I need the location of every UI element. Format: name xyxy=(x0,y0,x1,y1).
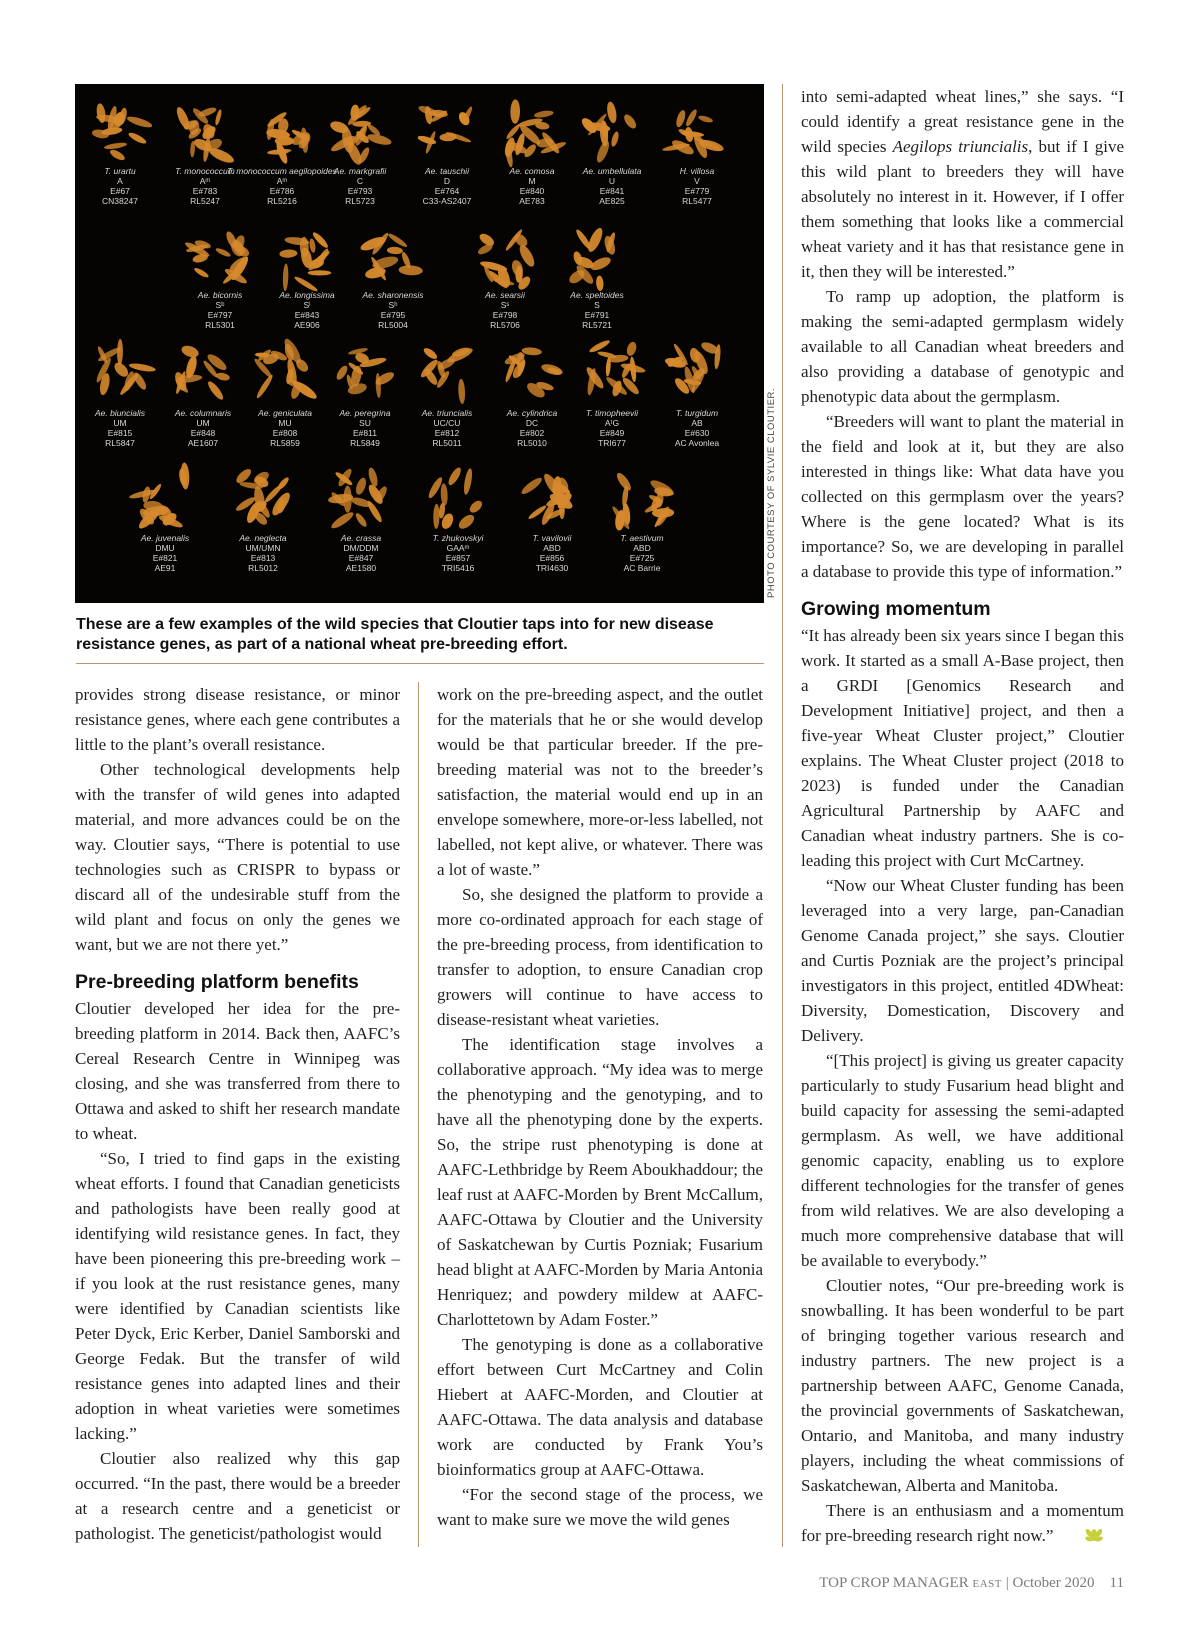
sample-label-text: DC xyxy=(525,418,539,428)
sample-label-text: T. turgidum xyxy=(675,408,719,418)
sample-label-text: SU xyxy=(359,418,371,428)
sample-label-text: DMU xyxy=(155,543,175,553)
seed-cluster xyxy=(253,337,319,402)
photo-credit: PHOTO COURTESY OF SYLVIE CLOUTIER. xyxy=(766,387,777,598)
sample-label-text: Ae. triuncialis xyxy=(421,408,473,418)
sample-label-text: Ae. crassa xyxy=(340,533,382,543)
sample-label-text: Sˢ xyxy=(500,300,510,310)
seed-cluster xyxy=(664,340,721,396)
sample-label-text: E#764 xyxy=(434,186,460,196)
sample-label-text: E#797 xyxy=(207,310,233,320)
sample-label-text: RL5859 xyxy=(270,438,300,448)
seed-cluster xyxy=(174,105,235,165)
sample-label-text: Ae. umbellulata xyxy=(582,166,642,176)
sample-label-text: Ae. juvenalis xyxy=(140,533,190,543)
magazine-edition: EAST xyxy=(972,1578,1002,1590)
seed-cluster xyxy=(503,99,567,167)
sample-label-text: E#840 xyxy=(519,186,545,196)
seed-cluster xyxy=(427,466,485,532)
sample-label-text: E#802 xyxy=(519,428,545,438)
seed-cluster xyxy=(91,103,153,162)
sample-label-text: Ae. sharonensis xyxy=(362,290,424,300)
sample-label-text: C xyxy=(356,176,364,186)
footer-separator: | xyxy=(1005,1575,1009,1591)
sample-label-text: ABD xyxy=(543,543,561,553)
sample-label-text: Ae. cylindrica xyxy=(506,408,558,418)
seed-cluster xyxy=(266,110,313,165)
sample-label-text: H. villosa xyxy=(679,166,715,176)
paragraph: Cloutier also realized why this gap occurred. “In the past, there would be a breeder at a research centre and a geneticist or pathologist. The geneticist/pathologist would xyxy=(75,1449,400,1543)
sample-label-text: RL5011 xyxy=(432,438,462,448)
paragraph-text: There is an enthusiasm and a momentum for pre-breeding research right now.” xyxy=(801,1501,1124,1545)
sample-label-text: RL5012 xyxy=(248,563,278,573)
magazine-name: TOP CROP MANAGER xyxy=(819,1575,969,1591)
sample-label-text: E#843 xyxy=(294,310,320,320)
section-heading: Pre-breeding platform benefits xyxy=(75,971,359,993)
sample-label-text: E#847 xyxy=(348,553,374,563)
paragraph: provides strong disease resistance, or minor resistance genes, where each gene contributes a little to the plant’s overall resistance. xyxy=(75,685,400,754)
caption-divider xyxy=(76,663,764,664)
sample-label-text: ABD xyxy=(633,543,651,553)
sample-label-text: E#808 xyxy=(272,428,298,438)
seed-samples-photo xyxy=(75,84,764,603)
sample-label-text: Aᵐ xyxy=(199,176,211,186)
sample-label-text: T. monococcum xyxy=(175,166,235,176)
sample-label-text: Ae. longissima xyxy=(279,290,335,300)
seed-cluster xyxy=(328,467,389,531)
sample-label-text: RL5004 xyxy=(378,320,408,330)
seed-cluster xyxy=(335,347,396,398)
sample-label-text: E#841 xyxy=(599,186,625,196)
sample-label-text: Sʰ xyxy=(388,300,398,310)
sample-label-text: E#793 xyxy=(347,186,373,196)
sample-label-text: E#783 xyxy=(192,186,218,196)
sample-label-text: E#786 xyxy=(269,186,295,196)
sample-label-text: AE783 xyxy=(519,196,545,206)
page-footer xyxy=(810,1575,1124,1592)
wheat-leaf-icon xyxy=(1058,1525,1105,1552)
sample-label-text: GAAᵐ xyxy=(446,543,470,553)
paragraph-text: , but if I give this wild plant to breeders they will have absolutely no interest in it. However, if I offer them something that looks like a commercial wheat variety and it has that resistance gene in it, then they will be interested.” xyxy=(801,137,1124,281)
sample-label-text: U xyxy=(608,176,616,186)
sample-label-text: Ae. comosa xyxy=(509,166,555,176)
paragraph-text: into semi-adapted wheat lines,” she says. “I could identify a great resistance gene in the wild species xyxy=(801,87,1124,156)
sample-label-text: RL5477 xyxy=(682,196,712,206)
sample-label-text: AC Avonlea xyxy=(674,438,720,448)
species-name: Aegilops triuncialis xyxy=(892,137,1029,156)
sample-label-text: E#856 xyxy=(539,553,565,563)
seed-cluster xyxy=(184,230,251,286)
seed-cluster xyxy=(173,344,231,402)
seed-cluster xyxy=(417,104,474,154)
sample-label-text: RL5010 xyxy=(517,438,547,448)
sample-label-text: Ae. neglecta xyxy=(239,533,287,543)
sample-label-text: E#725 xyxy=(629,553,655,563)
sample-label-text: UC/CU xyxy=(433,418,461,428)
seed-cluster xyxy=(419,346,475,404)
sample-label-text: AE825 xyxy=(599,196,625,206)
seed-cluster xyxy=(279,231,331,294)
sample-label-text: A xyxy=(117,176,123,186)
paragraph xyxy=(801,84,1124,284)
sample-label-text: Sᵇ xyxy=(215,300,225,310)
paragraph: Cloutier developed her idea for the pre-breeding platform in 2014. Back then, AAFC’s Cereal Research Centre in Winnipeg was closing, and she was transferred from there to Ottawa and asked to shift her research mandate to wheat. xyxy=(75,999,400,1143)
sample-label-text: E#815 xyxy=(107,428,133,438)
paragraph: “[This project] is giving us greater capacity particularly to study Fusarium head blight and build capacity for assessing the semi-adapted germplasm. As well, we have additional genomic capacity, enabling us to explore different technologies for the transfer of genes from wild relatives. We are also developing a much more comprehensive database that will be available to everybody.” xyxy=(801,1051,1124,1270)
sample-label-text: E#791 xyxy=(584,310,610,320)
sample-label-text: E#848 xyxy=(190,428,216,438)
sample-label-text: RL5706 xyxy=(490,320,520,330)
seed-cluster xyxy=(329,103,393,166)
sample-label-text: T. urartu xyxy=(104,166,136,176)
article-column-1 xyxy=(75,682,400,1546)
seed-cluster xyxy=(567,226,617,291)
section-heading: Growing momentum xyxy=(801,598,991,620)
sample-label-text: MU xyxy=(278,418,292,428)
seed-cluster xyxy=(611,471,676,531)
sample-label-text: E#630 xyxy=(684,428,710,438)
article-column-3 xyxy=(801,84,1124,1552)
sample-label-text: RL5247 xyxy=(190,196,220,206)
sample-label-text: E#67 xyxy=(110,186,130,196)
sample-label-text: AᵗG xyxy=(604,418,620,428)
paragraph: “So, I tried to find gaps in the existing wheat efforts. I found that Canadian geneticists and pathologists have been really good at identifying wild resistance genes. In fact, they have been pioneering this pre-breeding work – if you look at the rust resistance genes, many were identified by Canadian scientists like Peter Dyck, Eric Kerber, Daniel Samborski and George Fedak. But the transfer of wild resistance genes into adapted lines and their adoption in wheat varieties were sometimes lacking.” xyxy=(75,1149,400,1443)
paragraph: “It has already been six years since I began this work. It started as a small A-Base project, then a GRDI [Genomics Research and Development Initiative] project, and then a five-year Wheat Cluster project,” Cloutier explains. The Wheat Cluster project (2018 to 2023) is funded under the Canadian Agricultural Partnership by AAFC and Canadian wheat industry partners. She is co-leading this project with Curt McCartney. xyxy=(801,626,1124,870)
paragraph: The identification stage involves a collaborative approach. “My idea was to merge the phenotyping and the genotyping, and to have all the phenotyping done by the experts. So, the stripe rust phenotyping is done at AAFC-Lethbridge by Reem Aboukhaddour; the leaf rust at AAFC-Morden by Brent McCallum, AAFC-Ottawa by Cloutier and the University of Saskatchewan by Curtis Pozniak; Fusarium head blight at AAFC-Morden by Maria Antonia Henriquez; and powdery mildew at AAFC-Charlottetown by Adam Foster.” xyxy=(437,1035,763,1329)
sample-label-text: Ae. tauschii xyxy=(425,166,469,176)
paragraph: “Now our Wheat Cluster funding has been leveraged into a very large, pan-Canadian Genome Canada project,” she says. Cloutier and Curtis Pozniak are the project’s principal investigators in this project, entitled 4DWheat: Diversity, Domestication, Discovery and Delivery. xyxy=(801,876,1124,1045)
seed-cluster xyxy=(476,228,537,292)
sample-label-text: RL5216 xyxy=(267,196,297,206)
sample-label-text: Aᵐ xyxy=(276,176,288,186)
sample-label-text: T. monococcum aegilopoides xyxy=(227,166,337,176)
sample-label-text: D xyxy=(443,176,451,186)
sample-label-text: RL5301 xyxy=(205,320,235,330)
sample-label-text: E#811 xyxy=(353,428,377,438)
paragraph: “For the second stage of the process, we want to make sure we move the wild genes xyxy=(437,1485,763,1529)
sample-label-text: T. aestivum xyxy=(620,533,664,543)
photo-caption: These are a few examples of the wild species that Cloutier taps into for new disease resistance genes, as part of a national wheat pre-breeding effort. xyxy=(76,616,714,653)
seed-cluster xyxy=(662,108,725,160)
sample-label-text: Ae. peregrina xyxy=(339,408,391,418)
sample-label-text: AB xyxy=(691,418,703,428)
sample-label-text: RL5721 xyxy=(582,320,612,330)
sample-label-text: UM xyxy=(113,418,127,428)
seed-cluster xyxy=(579,101,638,164)
sample-label-text: E#813 xyxy=(250,553,276,563)
sample-label-text: Ae. markgrafii xyxy=(333,166,387,176)
seed-cluster xyxy=(520,471,575,526)
sample-label-text: M xyxy=(528,176,536,186)
issue-date: October 2020 xyxy=(1012,1575,1095,1591)
page-number: 11 xyxy=(1109,1575,1124,1591)
sample-label-text: T. zhukovskyi xyxy=(432,533,484,543)
article-column-2 xyxy=(437,682,763,1532)
sample-label-text: Ae. geniculata xyxy=(258,408,312,418)
sample-label-text: AE91 xyxy=(154,563,176,573)
seed-cluster xyxy=(359,231,423,281)
sample-label-text: UM/UMN xyxy=(245,543,281,553)
paragraph: work on the pre-breeding aspect, and the outlet for the materials that he or she would develop would be that particular breeder. If the pre-breeding material was not to the breeder’s satisfaction, the material would end up in an envelope somewhere, more-or-less labelled, not labelled, not kept alive, or whatever. There was a lot of waste.” xyxy=(437,685,763,879)
sample-label-text: S xyxy=(594,300,600,310)
sample-label-text: TRI5416 xyxy=(441,563,475,573)
paragraph: “Breeders will want to plant the material in the field and look at it, but they are also interested in things like: What data have you collected on this germplasm over the years? Where is the gene located? What is its importance? So, we are developing in parallel a database to provide this type of information.” xyxy=(801,412,1124,581)
paragraph: The genotyping is done as a collaborative effort between Curt McCartney and Colin Hiebert at AAFC-Morden, and Cloutier at AAFC-Ottawa. The data analysis and database work are conducted by Frank You’s bioinformatics group at AAFC-Ottawa. xyxy=(437,1335,763,1479)
sample-label-text: V xyxy=(694,176,700,186)
sample-label-text: TRI677 xyxy=(598,438,626,448)
sample-label-text: Sˡ xyxy=(303,300,311,310)
paragraph: Other technological developments help with the transfer of wild genes into adapted material, and more advances could be on the way. Cloutier says, “There is potential to use technologies such as CRISPR to bypass or discard all of the undesirable stuff from the wild plant and focus on only the genes we want, but we are not there yet.” xyxy=(75,760,400,954)
sample-label-text: Ae. searsii xyxy=(485,290,525,300)
sample-label-text: TRI4630 xyxy=(535,563,569,573)
seed-cluster xyxy=(129,462,190,531)
sample-label-text: C33-AS2407 xyxy=(422,196,472,206)
paragraph: Cloutier notes, “Our pre-breeding work is snowballing. It has been wonderful to be part of bringing together various research and industry partners. The new project is a partnership between AAFC, Genome Canada, the provincial governments of Saskatchewan, Ontario, and Manitoba, and many industry players, including the wheat commissions of Saskatchewan, Alberta and Manitoba. xyxy=(801,1276,1124,1495)
sample-label-text: Ae. biuncialis xyxy=(94,408,146,418)
column-divider-1 xyxy=(418,682,419,1547)
sample-label-text: E#849 xyxy=(599,428,625,438)
seed-samples-graphic xyxy=(75,84,764,603)
seed-cluster xyxy=(503,347,564,401)
sample-label-text: AE1607 xyxy=(187,438,219,448)
sample-label-text: E#857 xyxy=(445,553,471,563)
sample-label-text: E#795 xyxy=(380,310,406,320)
sample-label-text: Ae. bicornis xyxy=(197,290,243,300)
sample-label-text: UM xyxy=(196,418,210,428)
seed-cluster xyxy=(584,338,646,397)
sample-label-text: AE1580 xyxy=(345,563,377,573)
sample-label-text: CN38247 xyxy=(102,196,138,206)
sample-label-text: AC Barrie xyxy=(623,563,661,573)
paragraph: To ramp up adoption, the platform is making the semi-adapted germplasm widely available to all Canadian wheat breeders and also providing a database of genotypic and phenotypic data about the germplasm. xyxy=(801,287,1124,406)
sample-label-text: E#812 xyxy=(434,428,460,438)
sample-label-text: RL5723 xyxy=(345,196,375,206)
sample-label-text: T. vavilovii xyxy=(532,533,572,543)
sample-label-text: E#779 xyxy=(684,186,710,196)
paragraph: So, she designed the platform to provide a more co-ordinated approach for each stage of the pre-breeding process, from identification to transfer to adoption, to ensure Canadian crop growers will continue to have access to disease-resistant wheat varieties. xyxy=(437,885,763,1029)
paragraph xyxy=(801,1498,1124,1552)
seed-cluster xyxy=(234,467,293,527)
sample-label-text: Ae. columnaris xyxy=(174,408,232,418)
sample-label-text: E#798 xyxy=(492,310,518,320)
sample-label-text: DM/DDM xyxy=(343,543,379,553)
sample-label-text: RL5847 xyxy=(105,438,135,448)
sample-label-text: AE906 xyxy=(294,320,320,330)
seed-cluster xyxy=(94,339,156,397)
column-divider-2 xyxy=(782,84,783,1547)
sample-label-text: Ae. speltoides xyxy=(570,290,624,300)
sample-label-text: RL5849 xyxy=(350,438,380,448)
sample-label-text: T. timopheevii xyxy=(585,408,639,418)
sample-label-text: E#821 xyxy=(152,553,178,563)
